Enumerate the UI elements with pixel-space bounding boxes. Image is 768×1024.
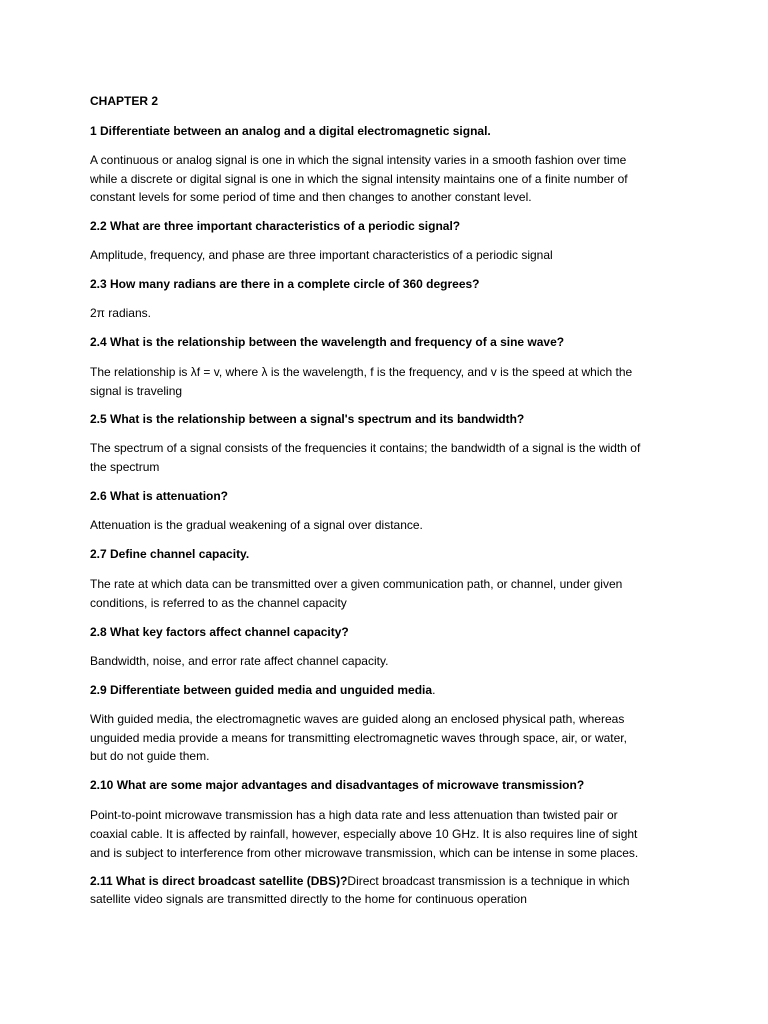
answer-2-10-line-3: and is subject to interference from other microwave transmission, which can be intense in some places. [90, 846, 639, 860]
answer-2-7-line-2: conditions, is referred to as the channel capacity [90, 596, 347, 610]
answer-2-3: 2π radians. [90, 306, 151, 320]
answer-2-9-line-3: but do not guide them. [90, 749, 210, 763]
answer-2-5-line-1: The spectrum of a signal consists of the frequencies it contains; the bandwidth of a signal is the width of [90, 441, 641, 455]
question-2-4: 2.4 What is the relationship between the wavelength and frequency of a sine wave? [90, 335, 565, 349]
answer-2-6: Attenuation is the gradual weakening of a signal over distance. [90, 518, 423, 532]
chapter-heading: CHAPTER 2 [90, 94, 159, 108]
answer-2-10-line-2: coaxial cable. It is affected by rainfall, however, especially above 10 GHz. It is also requires line of sight [90, 827, 638, 841]
answer-2-4-line-2: signal is traveling [90, 384, 183, 398]
answer-2-7-line-1: The rate at which data can be transmitted over a given communication path, or channel, under given [90, 577, 623, 591]
question-2-11 [90, 874, 630, 888]
question-2-2: 2.2 What are three important characteristics of a periodic signal? [90, 219, 461, 233]
question-2-3: 2.3 How many radians are there in a complete circle of 360 degrees? [90, 277, 480, 291]
question-2-11-text: 2.11 What is direct broadcast satellite (DBS)? [90, 874, 348, 888]
question-2-7: 2.7 Define channel capacity. [90, 547, 250, 561]
question-2-6: 2.6 What is attenuation? [90, 489, 229, 503]
question-2-9 [90, 683, 435, 697]
question-2-5: 2.5 What is the relationship between a signal's spectrum and its bandwidth? [90, 412, 525, 426]
answer-2-11-inline: Direct broadcast transmission is a technique in which [347, 874, 630, 888]
question-2-10: 2.10 What are some major advantages and disadvantages of microwave transmission? [90, 778, 585, 792]
answer-2-9-line-2: unguided media provide a means for transmitting electromagnetic waves through space, air, or water, [90, 731, 627, 745]
answer-2-8: Bandwidth, noise, and error rate affect channel capacity. [90, 654, 389, 668]
answer-2-9-line-1: With guided media, the electromagnetic waves are guided along an enclosed physical path, whereas [90, 712, 625, 726]
answer-1-line-2: while a discrete or digital signal is one in which the signal intensity maintains one of a finite number of [90, 172, 628, 186]
answer-1-line-1: A continuous or analog signal is one in which the signal intensity varies in a smooth fashion over time [90, 153, 627, 167]
question-1: 1 Differentiate between an analog and a digital electromagnetic signal. [90, 124, 491, 138]
question-2-9-period: . [432, 683, 436, 697]
question-2-9-text: 2.9 Differentiate between guided media and unguided media [90, 683, 433, 697]
answer-2-5-line-2: the spectrum [90, 460, 160, 474]
question-2-8: 2.8 What key factors affect channel capacity? [90, 625, 349, 639]
answer-2-2: Amplitude, frequency, and phase are three important characteristics of a periodic signal [90, 248, 553, 262]
answer-2-11-line-2: satellite video signals are transmitted directly to the home for continuous operation [90, 892, 527, 906]
answer-1-line-3: constant levels for some period of time and then changes to another constant level. [90, 190, 532, 204]
answer-2-10-line-1: Point-to-point microwave transmission has a high data rate and less attenuation than twisted pair or [90, 808, 618, 822]
answer-2-4-line-1: The relationship is λf = v, where λ is the wavelength, f is the frequency, and v is the speed at which the [90, 365, 633, 379]
